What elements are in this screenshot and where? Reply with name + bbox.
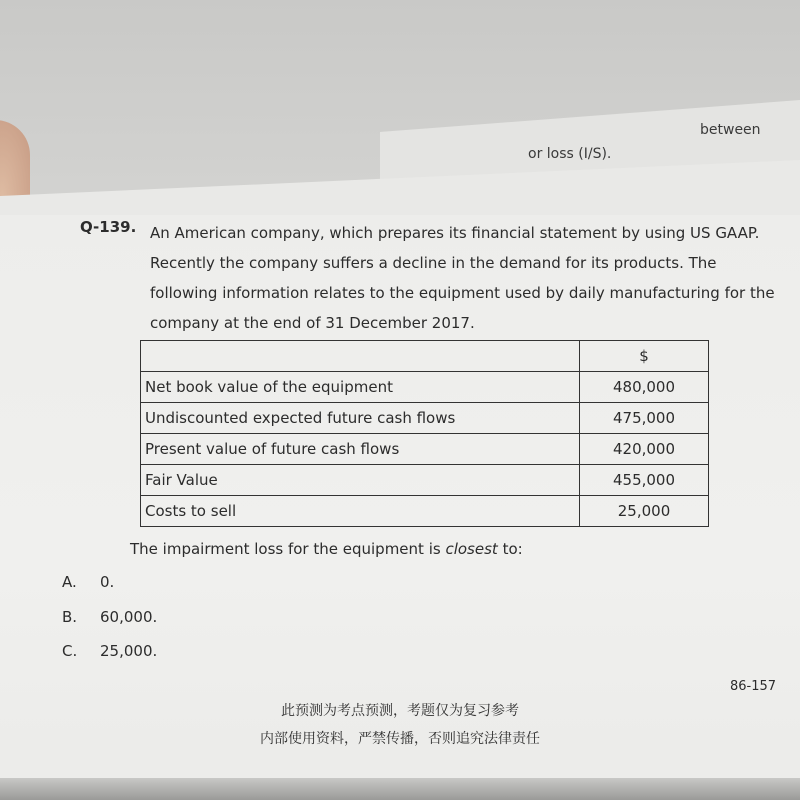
option-text: 25,000. xyxy=(100,642,158,660)
option-b xyxy=(62,608,157,626)
row-label: Costs to sell xyxy=(141,496,580,527)
question-paragraph: An American company, which prepares its financial statement by using US GAAP. Recently the company suffers a decline in the demand for its products. The following information relates to the equipment used by daily manufacturing for the company at the end of 31 December 2017. xyxy=(150,224,775,332)
table-header-currency: $ xyxy=(580,341,709,372)
row-label: Present value of future cash flows xyxy=(141,434,580,465)
bottom-edge xyxy=(0,778,800,800)
stem-emphasis: closest xyxy=(445,540,498,558)
table-row xyxy=(141,403,709,434)
table-header-row xyxy=(141,341,709,372)
option-text: 60,000. xyxy=(100,608,158,626)
option-c xyxy=(62,642,157,660)
row-label: Net book value of the equipment xyxy=(141,372,580,403)
footer-line-1: 此预测为考点预测，考题仅为复习参考 xyxy=(281,703,519,719)
option-letter: A. xyxy=(62,573,77,591)
row-value: 420,000 xyxy=(580,434,709,465)
page-number: 86-157 xyxy=(730,679,777,694)
row-value: 480,000 xyxy=(580,372,709,403)
row-label: Fair Value xyxy=(141,465,580,496)
row-label: Undiscounted expected future cash flows xyxy=(141,403,580,434)
data-table xyxy=(140,340,709,527)
previous-page-text-1: between xyxy=(700,122,761,138)
option-letter: B. xyxy=(62,608,78,626)
table-row xyxy=(141,465,709,496)
row-value: 25,000 xyxy=(580,496,709,527)
footer-line-2: 内部使用资料，严禁传播，否则追究法律责任 xyxy=(260,731,540,747)
option-a xyxy=(62,573,114,591)
row-value: 455,000 xyxy=(580,465,709,496)
question-stem xyxy=(130,540,523,558)
option-text: 0. xyxy=(100,573,115,591)
stem-prefix: The impairment loss for the equipment is xyxy=(130,540,446,558)
table-row xyxy=(141,434,709,465)
table-row xyxy=(141,496,709,527)
table-header-label xyxy=(141,341,580,372)
stem-suffix: to: xyxy=(497,540,523,558)
table-row xyxy=(141,372,709,403)
question-number: Q-139. xyxy=(80,218,137,236)
previous-page-text-2: or loss (I/S). xyxy=(528,146,612,162)
option-letter: C. xyxy=(62,642,78,660)
row-value: 475,000 xyxy=(580,403,709,434)
